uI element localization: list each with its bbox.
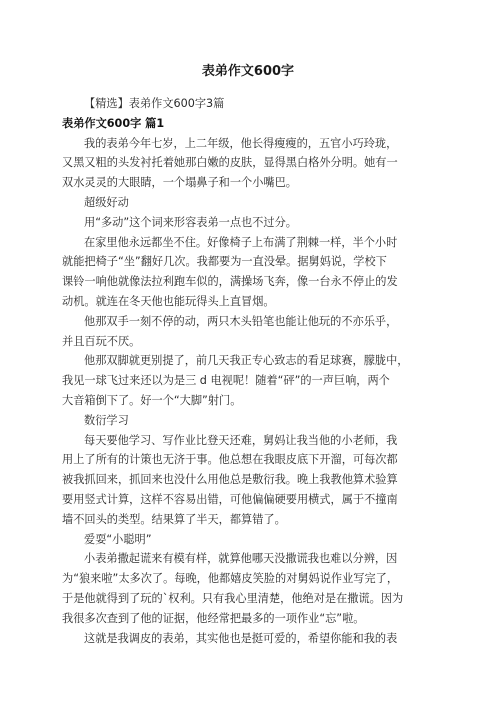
text-line: 于是他就得到了玩的`权利。只有我心里清楚，他绝对是在撒谎。因为 [62,591,404,605]
text-line: 为“狼来啦”太多次了。每晚，他都嬉皮笑脸的对舅妈说作业写完了， [62,572,399,586]
text-line: 墙不回头的类型。结果算了半天，都算错了。 [62,512,286,526]
document-body [62,94,434,648]
text-line: 在家里他永远都坐不住。好像椅子上布满了荆棘一样，半个小时 [84,235,398,249]
text-line: 这就是我调皮的表弟，其实他也是挺可爱的，希望你能和我的表 [84,631,398,645]
text-line: 小表弟撒起谎来有模有样，就算他哪天没撒谎我也难以分辨，因 [84,552,398,566]
section-heading: 表弟作文600字 篇1 [62,116,165,130]
text-line: 他那双手一刻不停的动，两只木头铅笔也能让他玩的不亦乐乎， [84,314,398,328]
document-title: 表弟作文600字 [201,64,295,79]
text-line: 用“多动”这个词来形容表弟一点也不过分。 [84,215,297,229]
text-line: 【精选】表弟作文600字3篇 [84,97,225,110]
text-line: 并且百玩不厌。 [62,334,141,348]
text-line: 爱耍“小聪明” [84,532,152,546]
text-line: 我很多次查到了他的证据，他经常把最多的一项作业“忘”啦。 [62,611,365,625]
text-line: 课铃一响他就像法拉利跑车似的，满操场飞奔，像一台永不停止的发 [62,275,398,289]
text-line: 我的表弟今年七岁，上二年级，他长得瘦瘦的，五官小巧玲珑， [84,136,398,150]
text-line: 动机。就连在冬天他也能玩得头上直冒烟。 [62,294,275,308]
text-line: 被我抓回来，抓回来也没什么用他总是敷衍我。晚上我教他算术验算 [62,473,398,487]
text-line: 双水灵灵的大眼睛，一个塌鼻子和一个小嘴巴。 [62,176,297,190]
text-line: 数衍学习 [84,413,129,427]
text-line: 用上了所有的计策也无济于事。他总想在我眼皮底下开溜，可每次都 [62,453,398,467]
text-line: 他那双脚就更别提了，前几天我正专心致志的看足球赛，朦胧中， [84,354,409,368]
text-line: 要用竖式计算，这样不容易出错，可他偏偏硬要用横式，属于不撞南 [62,492,398,506]
text-line: 大音箱倒下了。好一个“大脚”射门。 [62,393,242,407]
text-line: 我见一球飞过来还以为是三 d 电视呢！随着“砰”的一声巨响，两个 [62,374,390,388]
text-line: 就能把椅子“坐”翻好几次。我都要为一直没晕。据舅妈说，学校下 [62,255,387,269]
text-line: 每天要他学习、写作业比登天还难，舅妈让我当他的小老师，我 [84,433,398,447]
text-line: 超级好动 [84,195,129,209]
text-line: 又黑又粗的头发衬托着她那白嫩的皮肤，显得黑白格外分明。她有一 [62,156,398,170]
